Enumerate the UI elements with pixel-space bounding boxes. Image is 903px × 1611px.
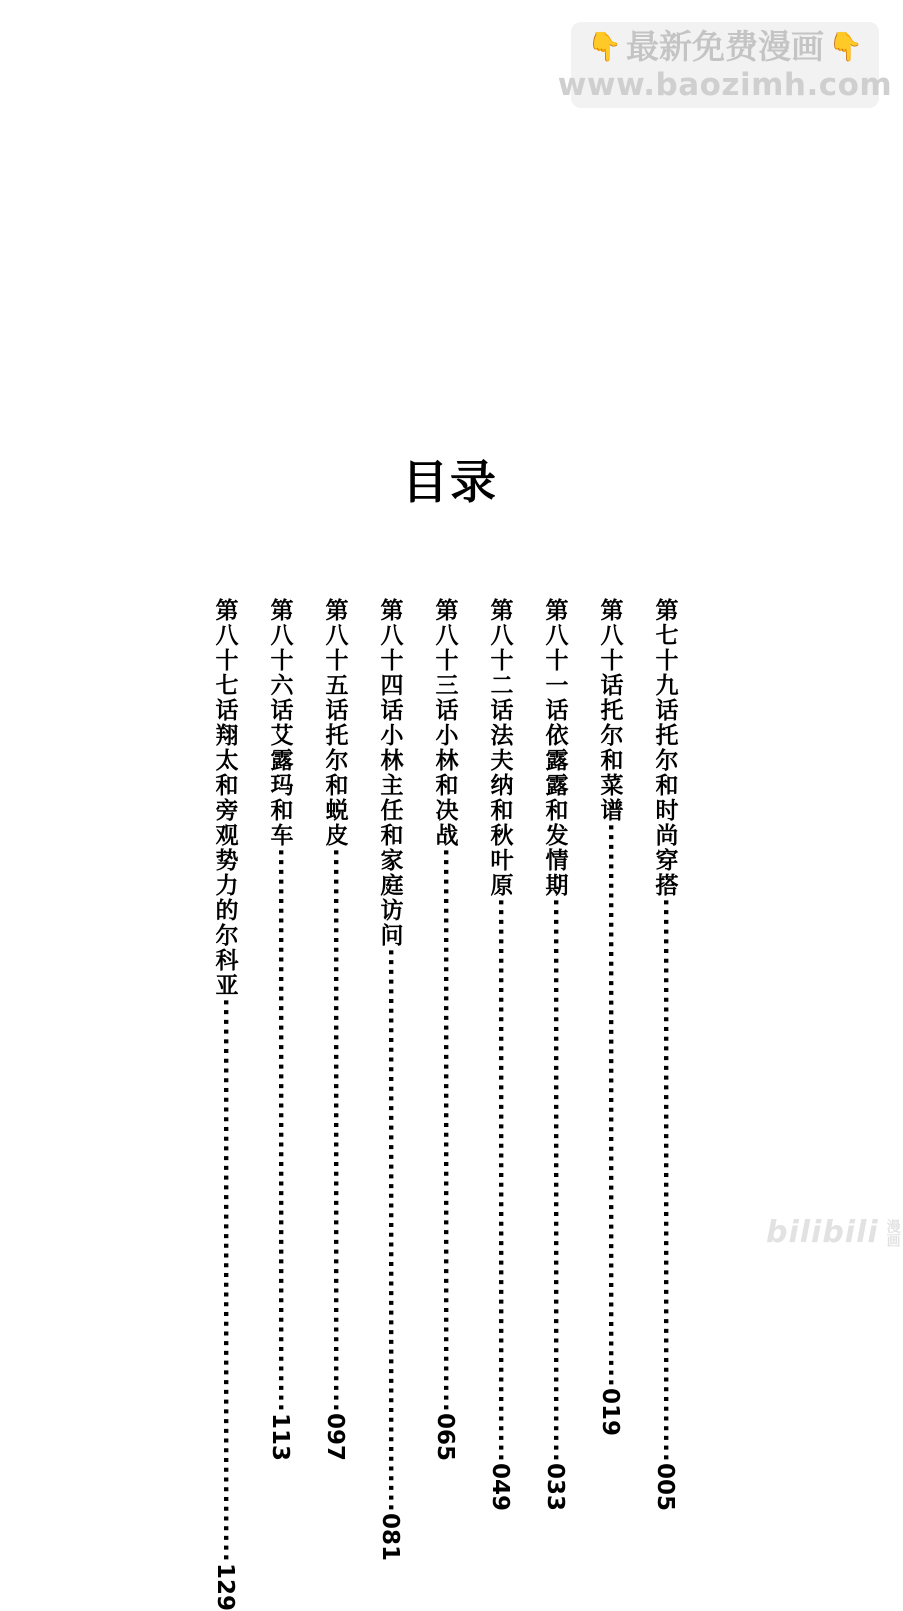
toc-entry-label: 第八十三话 [431,598,458,723]
toc-entry [375,598,405,1561]
toc-page-number: 019 [597,1387,623,1436]
toc-entry [595,598,625,1436]
toc-entry-title: 托尔和菜谱 [596,698,623,823]
toc-leader-dots: ·························································· [542,898,568,1463]
toc-entry-label: 第八十一话 [541,598,568,723]
toc-entry-title: 法夫纳和秋叶原 [486,723,513,898]
toc-entry-title: 小林主任和家庭访问 [376,723,403,948]
toc-leader-dots: ·························································· [267,848,293,1413]
toc-page-number: 005 [652,1462,678,1511]
toc-entry [430,598,460,1461]
toc-entry-label: 第八十话 [596,598,623,698]
toc-page-number: 081 [377,1512,403,1561]
toc-entry-title: 艾露玛和车 [266,723,293,848]
toc-page-number: 033 [542,1462,568,1511]
toc-entry-label: 第八十六话 [266,598,293,723]
toc-leader-dots: ·························································· [322,848,348,1413]
toc-entry [265,598,295,1461]
watermark-line1 [587,27,863,67]
toc-entry-title: 依露露和发情期 [541,723,568,898]
toc-page-number: 049 [487,1462,513,1511]
page-title: 目录 [402,455,498,509]
toc-entry-title: 托尔和时尚穿搭 [651,723,678,898]
toc-page-number: 113 [267,1412,293,1461]
pointing-down-hand-icon: 👇 [828,30,863,63]
toc-entry-label: 第八十二话 [486,598,513,723]
logo-side-text: 漫画 [884,1218,901,1247]
toc-page-number: 129 [212,1562,238,1611]
logo-main-text: bilibili [766,1215,879,1250]
toc-leader-dots: ·························································· [212,998,238,1563]
watermark-line1-text: 最新免费漫画 [626,27,824,66]
toc-leader-dots: ·························································· [487,898,513,1463]
toc-entry-title: 小林和决战 [431,723,458,848]
watermark-url: www.baozimh.com [557,67,893,103]
toc-entry-title: 翔太和旁观势力的尔科亚 [211,723,238,998]
toc-page-number: 065 [432,1412,458,1461]
toc-entry-title: 托尔和蜕皮 [321,723,348,848]
toc-entry-label: 第八十四话 [376,598,403,723]
toc-leader-dots: ·························································· [432,848,458,1413]
watermark-banner [557,22,893,108]
toc-entry [210,598,240,1611]
toc-entry-label: 第七十九话 [651,598,678,723]
toc-leader-dots: ·························································· [652,898,678,1463]
bilibili-manga-logo [766,1215,903,1250]
pointing-down-hand-icon: 👇 [587,30,622,63]
toc-entry-label: 第八十七话 [211,598,238,723]
toc-entry [320,598,350,1461]
toc-leader-dots: ·························································· [377,948,403,1513]
toc-entry [485,598,515,1511]
toc-entry-label: 第八十五话 [321,598,348,723]
toc-page-number: 097 [322,1412,348,1461]
toc-entry [540,598,570,1511]
toc-entry [650,598,680,1511]
toc-leader-dots: ·························································· [597,823,623,1388]
